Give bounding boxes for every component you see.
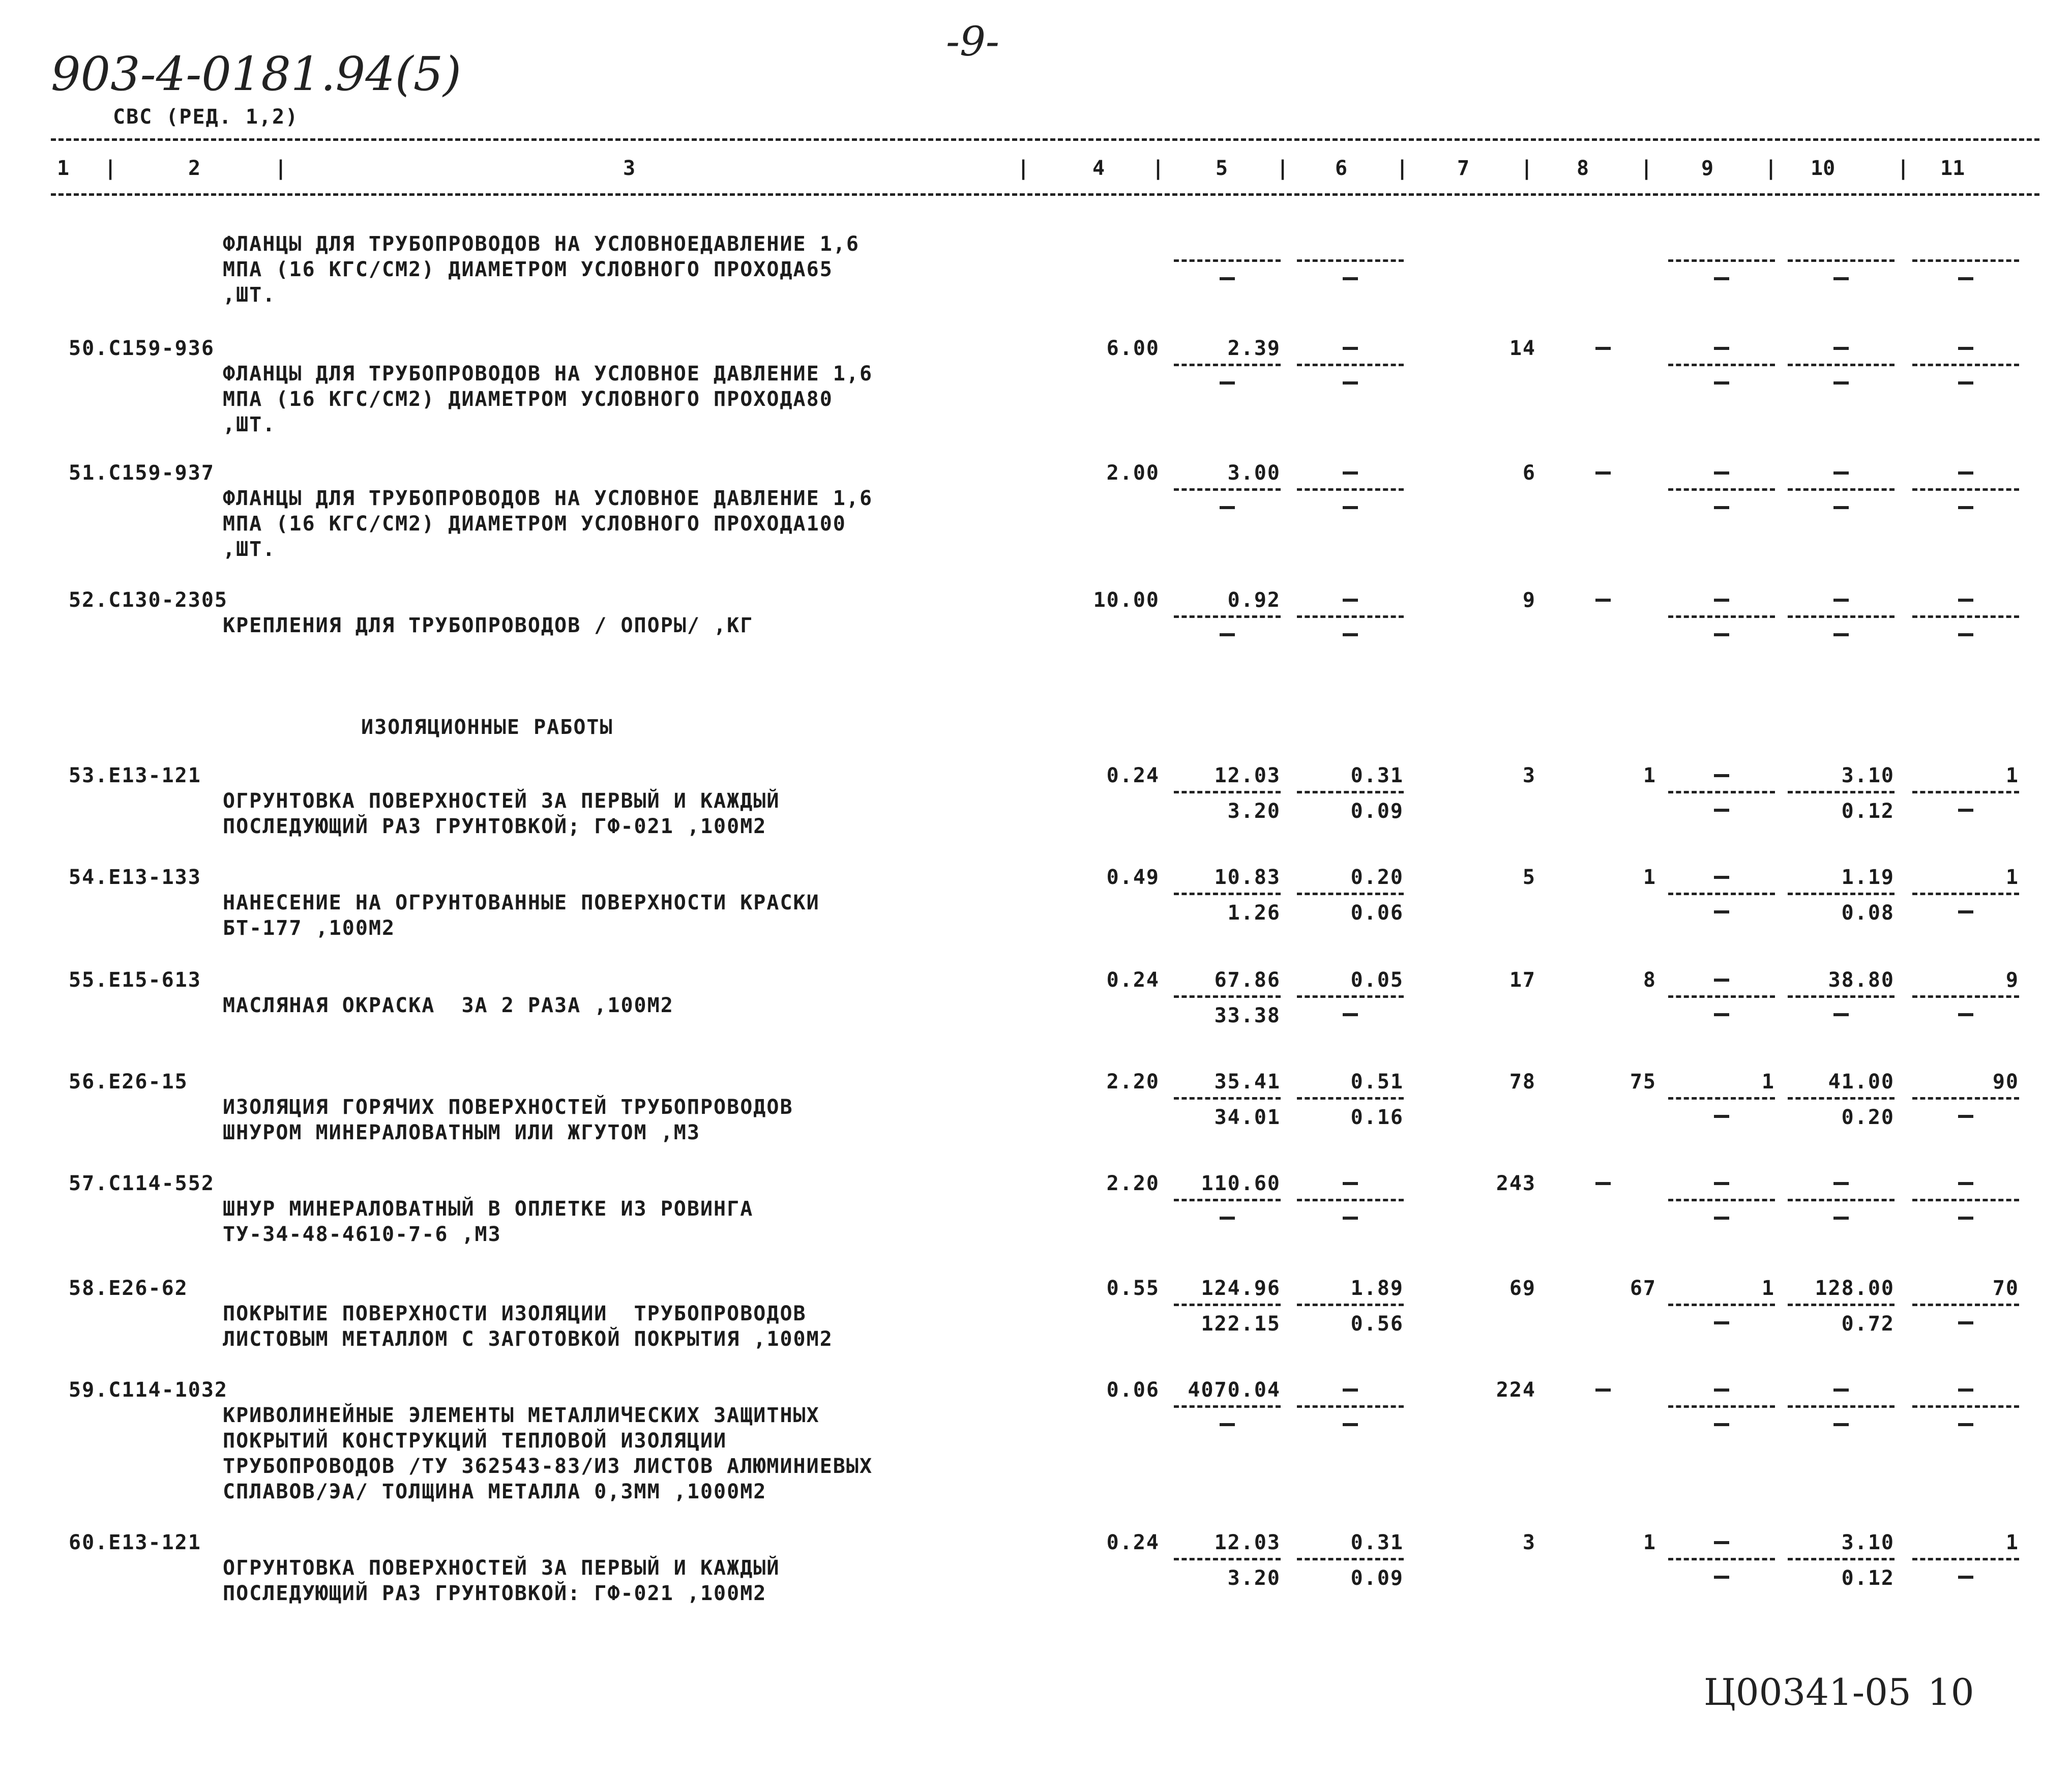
- cell-col10-bottom: [1833, 1217, 1849, 1220]
- cell-col9-line: [1668, 1199, 1775, 1201]
- cell-col4: 0.49: [1106, 866, 1160, 889]
- cell-col6-bottom: [1343, 633, 1358, 636]
- cell-col11-bottom: [1958, 1321, 1973, 1324]
- item-description-line: МПА (16 КГС/СМ2) ДИАМЕТРОМ УСЛОВНОГО ПРОХОДА65: [223, 258, 833, 281]
- cell-col11-line: [1912, 615, 2019, 618]
- cell-col9-bottom: [1714, 381, 1729, 385]
- cell-col9-top: [1714, 1541, 1729, 1544]
- cell-col10-top: 41.00: [1828, 1070, 1895, 1094]
- cell-col6-bottom: [1343, 1217, 1358, 1220]
- cell-col11-bottom: [1958, 809, 1973, 812]
- item-description-line: ШНУР МИНЕРАЛОВАТНЫЙ В ОПЛЕТКЕ ИЗ РОВИНГА: [223, 1197, 754, 1221]
- item-description-line: БТ-177 ,100М2: [223, 917, 396, 940]
- cell-col9-bottom: [1714, 506, 1729, 509]
- column-separator: |: [1640, 157, 1653, 180]
- cell-col9-line: [1668, 364, 1775, 366]
- column-separator: |: [1017, 157, 1030, 180]
- cell-col9-line: [1668, 791, 1775, 793]
- item-description-line: ,ШТ.: [223, 283, 276, 307]
- item-code: 58.Е26-62: [69, 1277, 188, 1300]
- item-description-line: ФЛАНЦЫ ДЛЯ ТРУБОПРОВОДОВ НА УСЛОВНОЕДАВЛЕНИЕ 1,6: [223, 232, 860, 256]
- cell-col4: 0.24: [1106, 764, 1160, 787]
- cell-col5-bottom: 33.38: [1214, 1004, 1281, 1027]
- cell-col5-top: 10.83: [1214, 866, 1281, 889]
- item-code: 57.С114-552: [69, 1172, 215, 1195]
- cell-col9-line: [1668, 615, 1775, 618]
- cell-col7: 9: [1522, 588, 1536, 612]
- column-header-9: 9: [1701, 157, 1714, 180]
- cell-col8: 1: [1643, 1531, 1656, 1554]
- cell-col6-top: [1343, 599, 1358, 602]
- cell-col10-line: [1788, 791, 1895, 793]
- cell-col10-top: 128.00: [1815, 1277, 1895, 1300]
- cell-col6-top: 0.31: [1350, 764, 1404, 787]
- cell-col9-line: [1668, 1097, 1775, 1100]
- cell-col11-top: 1: [2005, 764, 2019, 787]
- cell-col6-top: [1343, 347, 1358, 350]
- cell-col11-bottom: [1958, 633, 1973, 636]
- cell-col9-bottom: [1714, 277, 1729, 280]
- cell-col11-top: [1958, 1389, 1973, 1392]
- item-description-line: КРЕПЛЕНИЯ ДЛЯ ТРУБОПРОВОДОВ / ОПОРЫ/ ,КГ: [223, 614, 754, 637]
- cell-col9-top: [1714, 347, 1729, 350]
- item-description-line: ПОСЛЕДУЮЩИЙ РАЗ ГРУНТОВКОЙ; ГФ-021 ,100М2: [223, 815, 767, 838]
- cell-col9-bottom: [1714, 809, 1729, 812]
- cell-col9-bottom: [1714, 1013, 1729, 1016]
- item-description-line: ПОКРЫТИЕ ПОВЕРХНОСТИ ИЗОЛЯЦИИ ТРУБОПРОВОДОВ: [223, 1302, 807, 1325]
- cell-col4: 0.24: [1106, 1531, 1160, 1554]
- cell-col6-top: 0.20: [1350, 866, 1404, 889]
- cell-col6-bottom: 0.09: [1350, 1567, 1404, 1590]
- cell-col10-line: [1788, 893, 1895, 895]
- cell-col10-top: 3.10: [1841, 1531, 1895, 1554]
- item-code: 56.Е26-15: [69, 1070, 188, 1094]
- cell-col9-bottom: [1714, 1321, 1729, 1324]
- cell-col11-top: [1958, 1182, 1973, 1185]
- cell-col10-top: [1833, 599, 1849, 602]
- cell-col10-line: [1788, 488, 1895, 491]
- cell-col6-line: [1297, 259, 1404, 262]
- cell-col7: 5: [1522, 866, 1536, 889]
- cell-col6-line: [1297, 364, 1404, 366]
- cell-col11-line: [1912, 1097, 2019, 1100]
- cell-col5-bottom: [1220, 1217, 1235, 1220]
- cell-col9-bottom: [1714, 633, 1729, 636]
- cell-col11-bottom: [1958, 381, 1973, 385]
- item-description-line: ТРУБОПРОВОДОВ /ТУ 362543-83/ИЗ ЛИСТОВ АЛЮМИНИЕВЫХ: [223, 1455, 873, 1478]
- cell-col8: 75: [1630, 1070, 1656, 1094]
- cell-col10-bottom: [1833, 506, 1849, 509]
- cell-col4: 0.24: [1106, 968, 1160, 992]
- cell-col11-line: [1912, 488, 2019, 491]
- cell-col11-bottom: [1958, 1115, 1973, 1118]
- cell-col5-top: 67.86: [1214, 968, 1281, 992]
- cell-col11-line: [1912, 1199, 2019, 1201]
- cell-col6-bottom: 0.09: [1350, 800, 1404, 823]
- cell-col8: 67: [1630, 1277, 1656, 1300]
- cell-col8: [1595, 1389, 1611, 1392]
- cell-col9-top: [1714, 1182, 1729, 1185]
- cell-col5-top: 4070.04: [1188, 1378, 1281, 1402]
- cell-col5-bottom: [1220, 506, 1235, 509]
- cell-col6-bottom: [1343, 506, 1358, 509]
- cell-col5-top: 110.60: [1201, 1172, 1281, 1195]
- cell-col5-line: [1174, 1304, 1281, 1306]
- cell-col5-line: [1174, 1199, 1281, 1201]
- cell-col5-top: 35.41: [1214, 1070, 1281, 1094]
- cell-col4: 6.00: [1106, 337, 1160, 360]
- cell-col11-line: [1912, 364, 2019, 366]
- cell-col4: 2.20: [1106, 1172, 1160, 1195]
- cell-col9-bottom: [1714, 910, 1729, 913]
- cell-col5-line: [1174, 995, 1281, 998]
- cell-col5-line: [1174, 488, 1281, 491]
- cell-col5-line: [1174, 259, 1281, 262]
- cell-col10-line: [1788, 1199, 1895, 1201]
- cell-col6-bottom: 0.06: [1350, 901, 1404, 925]
- cell-col6-line: [1297, 615, 1404, 618]
- cell-col5-line: [1174, 1405, 1281, 1408]
- handwritten-footer-code: Ц00341-05: [1704, 1671, 1911, 1714]
- page-number-marker: -9-: [946, 18, 999, 65]
- cell-col6-top: [1343, 471, 1358, 475]
- cell-col10-bottom: 0.72: [1841, 1312, 1895, 1336]
- column-separator: |: [1277, 157, 1289, 180]
- column-header-10: 10: [1811, 157, 1836, 180]
- column-header-3: 3: [623, 157, 636, 180]
- cell-col7: 224: [1496, 1378, 1536, 1402]
- cell-col5-line: [1174, 615, 1281, 618]
- column-header-11: 11: [1940, 157, 1965, 180]
- cell-col11-bottom: [1958, 910, 1973, 913]
- cell-col11-line: [1912, 259, 2019, 262]
- cell-col6-top: [1343, 1182, 1358, 1185]
- item-description-line: ПОКРЫТИЙ КОНСТРУКЦИЙ ТЕПЛОВОЙ ИЗОЛЯЦИИ: [223, 1429, 727, 1453]
- column-separator: |: [104, 157, 117, 180]
- cell-col11-bottom: [1958, 277, 1973, 280]
- item-code: 54.Е13-133: [69, 866, 201, 889]
- cell-col5-line: [1174, 893, 1281, 895]
- item-code: 50.С159-936: [69, 337, 215, 360]
- cell-col5-bottom: 1.26: [1227, 901, 1281, 925]
- cell-col8: 8: [1643, 968, 1656, 992]
- cell-col9-top: [1714, 1389, 1729, 1392]
- cell-col10-bottom: [1833, 381, 1849, 385]
- cell-col6-top: 0.31: [1350, 1531, 1404, 1554]
- cell-col5-bottom: [1220, 381, 1235, 385]
- item-description-line: ИЗОЛЯЦИЯ ГОРЯЧИХ ПОВЕРХНОСТЕЙ ТРУБОПРОВОДОВ: [223, 1096, 793, 1119]
- cell-col8: [1595, 471, 1611, 475]
- cell-col10-bottom: 0.12: [1841, 800, 1895, 823]
- cell-col11-top: [1958, 471, 1973, 475]
- cell-col6-top: [1343, 1389, 1358, 1392]
- item-description-line: СПЛАВОВ/ЭА/ ТОЛЩИНА МЕТАЛЛА 0,3ММ ,1000М2: [223, 1480, 767, 1503]
- cell-col5-line: [1174, 1097, 1281, 1100]
- cell-col6-line: [1297, 488, 1404, 491]
- cell-col4: 0.55: [1106, 1277, 1160, 1300]
- cell-col11-line: [1912, 893, 2019, 895]
- cell-col6-bottom: [1343, 1423, 1358, 1426]
- cell-col5-line: [1174, 1558, 1281, 1560]
- column-header-7: 7: [1457, 157, 1470, 180]
- cell-col6-line: [1297, 893, 1404, 895]
- cell-col10-line: [1788, 1097, 1895, 1100]
- cell-col9-bottom: [1714, 1217, 1729, 1220]
- cell-col10-line: [1788, 364, 1895, 366]
- section-title: ИЗОЛЯЦИОННЫЕ РАБОТЫ: [361, 716, 613, 739]
- cell-col8: [1595, 599, 1611, 602]
- cell-col9-line: [1668, 1405, 1775, 1408]
- cell-col6-bottom: 0.56: [1350, 1312, 1404, 1336]
- item-description-line: ФЛАНЦЫ ДЛЯ ТРУБОПРОВОДОВ НА УСЛОВНОЕ ДАВЛЕНИЕ 1,6: [223, 362, 873, 386]
- cell-col4: 0.06: [1106, 1378, 1160, 1402]
- column-separator: |: [1521, 157, 1533, 180]
- cell-col4: 2.20: [1106, 1070, 1160, 1094]
- cell-col9-top: [1714, 471, 1729, 475]
- cell-col9-top: 1: [1761, 1277, 1775, 1300]
- cell-col5-bottom: [1220, 633, 1235, 636]
- cell-col11-top: 9: [2005, 968, 2019, 992]
- cell-col11-line: [1912, 1558, 2019, 1560]
- cell-col6-top: 1.89: [1350, 1277, 1404, 1300]
- cell-col9-top: 1: [1761, 1070, 1775, 1094]
- column-separator: |: [1765, 157, 1778, 180]
- cell-col7: 243: [1496, 1172, 1536, 1195]
- cell-col8: [1595, 347, 1611, 350]
- cell-col6-line: [1297, 1097, 1404, 1100]
- item-code: 52.С130-2305: [69, 588, 228, 612]
- cell-col10-line: [1788, 615, 1895, 618]
- cell-col10-top: 3.10: [1841, 764, 1895, 787]
- column-header-1: 1: [57, 157, 70, 180]
- cell-col6-line: [1297, 1405, 1404, 1408]
- cell-col11-bottom: [1958, 1013, 1973, 1016]
- cell-col6-bottom: 0.16: [1350, 1106, 1404, 1129]
- cell-col8: 1: [1643, 764, 1656, 787]
- cell-col7: 17: [1509, 968, 1536, 992]
- column-separator: |: [1152, 157, 1165, 180]
- cell-col10-top: [1833, 1182, 1849, 1185]
- cell-col5-top: 0.92: [1227, 588, 1281, 612]
- cell-col9-bottom: [1714, 1576, 1729, 1579]
- cell-col10-line: [1788, 1304, 1895, 1306]
- cell-col10-top: [1833, 1389, 1849, 1392]
- item-code: 51.С159-937: [69, 461, 215, 485]
- cell-col9-bottom: [1714, 1423, 1729, 1426]
- cell-col10-top: 1.19: [1841, 866, 1895, 889]
- item-description-line: ЛИСТОВЫМ МЕТАЛЛОМ С ЗАГОТОВКОЙ ПОКРЫТИЯ ,100М2: [223, 1327, 833, 1351]
- column-header-5: 5: [1216, 157, 1228, 180]
- item-code: 59.С114-1032: [69, 1378, 228, 1402]
- cell-col5-line: [1174, 791, 1281, 793]
- item-code: 53.Е13-121: [69, 764, 201, 787]
- cell-col4: 2.00: [1106, 461, 1160, 485]
- cell-col10-bottom: 0.12: [1841, 1567, 1895, 1590]
- handwritten-footer-page: 10: [1928, 1671, 1974, 1714]
- cell-col6-bottom: [1343, 277, 1358, 280]
- cell-col5-top: 12.03: [1214, 764, 1281, 787]
- item-description-line: МПА (16 КГС/СМ2) ДИАМЕТРОМ УСЛОВНОГО ПРОХОДА100: [223, 512, 846, 536]
- cell-col10-line: [1788, 995, 1895, 998]
- item-code: 60.Е13-121: [69, 1531, 201, 1554]
- cell-col10-bottom: [1833, 633, 1849, 636]
- cell-col6-top: 0.05: [1350, 968, 1404, 992]
- cell-col10-bottom: [1833, 1013, 1849, 1016]
- cell-col5-bottom: [1220, 277, 1235, 280]
- cell-col11-top: 90: [1992, 1070, 2019, 1094]
- header-rule-top: [51, 138, 2039, 141]
- cell-col9-line: [1668, 1558, 1775, 1560]
- cell-col8: 1: [1643, 866, 1656, 889]
- item-description-line: ШНУРОМ МИНЕРАЛОВАТНЫМ ИЛИ ЖГУТОМ ,М3: [223, 1121, 700, 1144]
- cell-col11-top: [1958, 347, 1973, 350]
- cell-col9-top: [1714, 599, 1729, 602]
- column-separator: |: [1396, 157, 1409, 180]
- cell-col6-top: 0.51: [1350, 1070, 1404, 1094]
- cell-col11-bottom: [1958, 1423, 1973, 1426]
- cell-col10-line: [1788, 1405, 1895, 1408]
- cell-col9-line: [1668, 488, 1775, 491]
- cell-col10-line: [1788, 259, 1895, 262]
- cell-col7: 6: [1522, 461, 1536, 485]
- cell-col11-bottom: [1958, 1217, 1973, 1220]
- column-separator: |: [275, 157, 287, 180]
- cell-col5-top: 3.00: [1227, 461, 1281, 485]
- cell-col4: 10.00: [1093, 588, 1160, 612]
- cell-col5-top: 124.96: [1201, 1277, 1281, 1300]
- cell-col11-line: [1912, 1405, 2019, 1408]
- cell-col7: 69: [1509, 1277, 1536, 1300]
- cell-col11-line: [1912, 791, 2019, 793]
- cell-col5-top: 2.39: [1227, 337, 1281, 360]
- item-description-line: ОГРУНТОВКА ПОВЕРХНОСТЕЙ ЗА ПЕРВЫЙ И КАЖДЫЙ: [223, 1556, 780, 1580]
- cell-col11-bottom: [1958, 1576, 1973, 1579]
- cell-col5-bottom: 3.20: [1227, 800, 1281, 823]
- cell-col9-top: [1714, 876, 1729, 879]
- column-separator: |: [1897, 157, 1910, 180]
- cell-col10-bottom: [1833, 277, 1849, 280]
- cell-col11-bottom: [1958, 506, 1973, 509]
- cell-col6-line: [1297, 995, 1404, 998]
- cell-col9-line: [1668, 893, 1775, 895]
- document-subtitle: СВС (РЕД. 1,2): [113, 105, 299, 129]
- cell-col8: [1595, 1182, 1611, 1185]
- cell-col10-top: [1833, 471, 1849, 475]
- cell-col6-bottom: [1343, 381, 1358, 385]
- header-rule-bottom: [51, 193, 2039, 196]
- cell-col11-line: [1912, 1304, 2019, 1306]
- item-description-line: ,ШТ.: [223, 413, 276, 436]
- cell-col9-bottom: [1714, 1115, 1729, 1118]
- cell-col6-line: [1297, 1199, 1404, 1201]
- cell-col11-top: 1: [2005, 1531, 2019, 1554]
- item-description-line: ОГРУНТОВКА ПОВЕРХНОСТЕЙ ЗА ПЕРВЫЙ И КАЖДЫЙ: [223, 789, 780, 813]
- cell-col5-bottom: 122.15: [1201, 1312, 1281, 1336]
- cell-col11-line: [1912, 995, 2019, 998]
- column-header-8: 8: [1577, 157, 1589, 180]
- cell-col10-bottom: 0.20: [1841, 1106, 1895, 1129]
- cell-col10-top: 38.80: [1828, 968, 1895, 992]
- column-header-2: 2: [188, 157, 201, 180]
- cell-col7: 3: [1522, 1531, 1536, 1554]
- item-description-line: МАСЛЯНАЯ ОКРАСКА ЗА 2 РАЗА ,100М2: [223, 994, 674, 1017]
- cell-col5-bottom: 34.01: [1214, 1106, 1281, 1129]
- cell-col7: 3: [1522, 764, 1536, 787]
- handwritten-document-number: 903-4-0181.94(5): [51, 47, 462, 101]
- item-description-line: ПОСЛЕДУЮЩИЙ РАЗ ГРУНТОВКОЙ: ГФ-021 ,100М2: [223, 1582, 767, 1605]
- cell-col9-line: [1668, 259, 1775, 262]
- cell-col5-line: [1174, 364, 1281, 366]
- cell-col5-bottom: [1220, 1423, 1235, 1426]
- cell-col11-top: [1958, 599, 1973, 602]
- item-description-line: НАНЕСЕНИЕ НА ОГРУНТОВАННЫЕ ПОВЕРХНОСТИ КРАСКИ: [223, 891, 820, 914]
- cell-col7: 14: [1509, 337, 1536, 360]
- cell-col9-top: [1714, 979, 1729, 982]
- cell-col5-bottom: 3.20: [1227, 1567, 1281, 1590]
- item-description-line: ТУ-34-48-4610-7-6 ,М3: [223, 1223, 501, 1246]
- cell-col10-line: [1788, 1558, 1895, 1560]
- cell-col9-line: [1668, 1304, 1775, 1306]
- item-description-line: ,ШТ.: [223, 538, 276, 561]
- cell-col6-line: [1297, 1558, 1404, 1560]
- item-description-line: КРИВОЛИНЕЙНЫЕ ЭЛЕМЕНТЫ МЕТАЛЛИЧЕСКИХ ЗАЩИТНЫХ: [223, 1404, 820, 1427]
- cell-col6-line: [1297, 1304, 1404, 1306]
- column-header-4: 4: [1092, 157, 1105, 180]
- cell-col5-top: 12.03: [1214, 1531, 1281, 1554]
- item-description-line: ФЛАНЦЫ ДЛЯ ТРУБОПРОВОДОВ НА УСЛОВНОЕ ДАВЛЕНИЕ 1,6: [223, 487, 873, 510]
- cell-col11-top: 70: [1992, 1277, 2019, 1300]
- item-description-line: МПА (16 КГС/СМ2) ДИАМЕТРОМ УСЛОВНОГО ПРОХОДА80: [223, 388, 833, 411]
- cell-col6-bottom: [1343, 1013, 1358, 1016]
- cell-col11-top: 1: [2005, 866, 2019, 889]
- item-code: 55.Е15-613: [69, 968, 201, 992]
- cell-col10-bottom: 0.08: [1841, 901, 1895, 925]
- cell-col10-top: [1833, 347, 1849, 350]
- cell-col6-line: [1297, 791, 1404, 793]
- cell-col9-top: [1714, 774, 1729, 777]
- cell-col7: 78: [1509, 1070, 1536, 1094]
- cell-col10-bottom: [1833, 1423, 1849, 1426]
- cell-col9-line: [1668, 995, 1775, 998]
- column-header-6: 6: [1335, 157, 1348, 180]
